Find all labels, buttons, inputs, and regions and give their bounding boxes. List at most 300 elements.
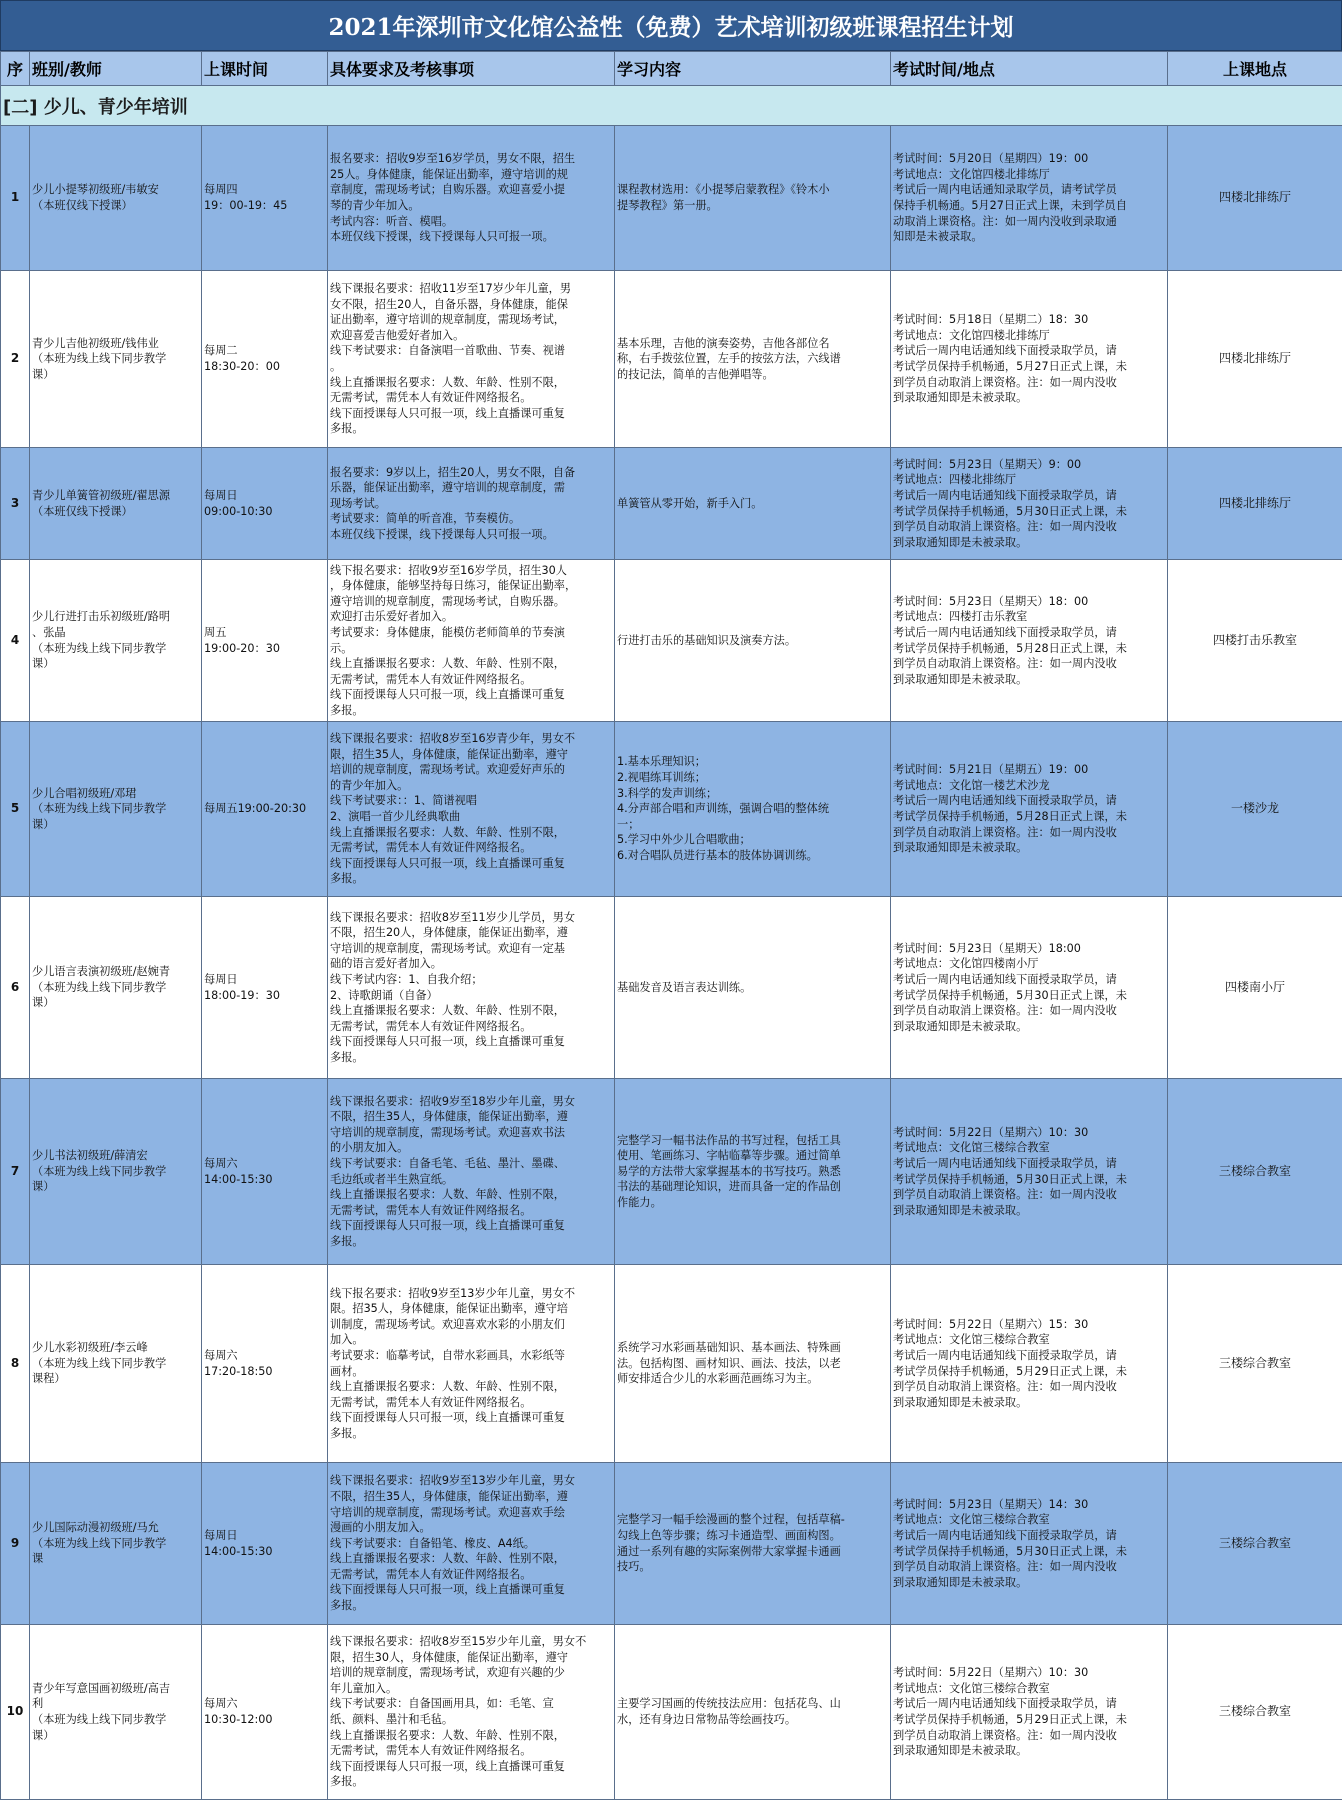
row-exam-line: 考试地点：文化馆一楼艺术沙龙 bbox=[893, 778, 1050, 792]
row-class-teacher-line: （本班为线上线下同步教学 bbox=[32, 802, 167, 816]
row-requirements-line: 不限，招生35人，身体健康，能保证出勤率，遵 bbox=[330, 1110, 568, 1124]
row-requirements-line: 纸、颜料、墨汁和毛毡。 bbox=[330, 1713, 454, 1726]
row-requirements-line: 多报。 bbox=[330, 872, 364, 886]
row-content-line: 5.学习中外少儿合唱歌曲； bbox=[617, 833, 751, 847]
row-requirements-line: 线下考试要求：自备国画用具，如：毛笔、宣 bbox=[330, 1697, 554, 1711]
row-requirements-line: 漫画的小朋友加入。 bbox=[330, 1521, 431, 1535]
row-class-teacher bbox=[30, 1079, 202, 1265]
row-class-teacher-line: 课） bbox=[32, 817, 55, 831]
row-requirements-line: 无需考试，需凭本人有效证件网络报名。 bbox=[330, 1019, 532, 1033]
row-requirements-line: 线下面授课每人只可报一项，线上直播课可重复 bbox=[330, 856, 565, 870]
row-exam-line: 保持手机畅通。5月27日正式上课，未到学员自 bbox=[893, 199, 1127, 212]
row-content-line: 勾线上色等步骤；练习卡通造型、画面构图。 bbox=[617, 1528, 841, 1542]
row-exam-line: 到录取通知即是未被录取。 bbox=[893, 672, 1028, 686]
row-time bbox=[202, 1625, 328, 1800]
row-requirements-line: 不限，招生35人，身体健康，能保证出勤率，遵 bbox=[330, 1489, 568, 1503]
row-content-line: 1.基本乐理知识； bbox=[617, 755, 706, 769]
row-exam-line: 考试时间：5月23日（星期天）9：00 bbox=[893, 457, 1082, 471]
row-seq: 7 bbox=[1, 1079, 30, 1265]
row-class-teacher-line: （本班为线上线下同步教学 bbox=[32, 1536, 167, 1550]
row-time-line: 每周日 bbox=[204, 1528, 238, 1542]
row-exam-line: 考试地点：文化馆四楼北排练厅 bbox=[893, 328, 1050, 342]
row-content-line: 基本乐理，吉他的演奏姿势，吉他各部位名 bbox=[617, 336, 830, 350]
row-place: 三楼综合教室 bbox=[1168, 1463, 1342, 1625]
row-exam-line: 考试学员保持手机畅通，5月30日正式上课，未 bbox=[893, 1172, 1127, 1186]
course-table bbox=[0, 51, 1342, 1800]
row-place: 三楼综合教室 bbox=[1168, 1079, 1342, 1265]
row-requirements-line: 多报。 bbox=[330, 1599, 364, 1613]
row-requirements-line: 25人。身体健康，能保证出勤率，遵守培训的规 bbox=[330, 167, 568, 181]
table-row bbox=[1, 448, 1342, 560]
row-requirements bbox=[328, 897, 615, 1079]
row-requirements-line: 琴的青少年加入。 bbox=[330, 199, 420, 212]
row-seq: 8 bbox=[1, 1265, 30, 1463]
row-class-teacher-line: （本班仅线下授课） bbox=[32, 199, 133, 212]
row-requirements-line: 考试要求：临摹考试，自带水彩画具，水彩纸等 bbox=[330, 1348, 565, 1362]
row-requirements-line: 多报。 bbox=[330, 1426, 364, 1440]
row-requirements-line: 培训的规章制度，需现场考试，欢迎有兴趣的少 bbox=[330, 1666, 565, 1680]
row-content bbox=[615, 271, 891, 448]
row-exam-line: 到学员自动取消上课资格。注：如一周内没收 bbox=[893, 657, 1117, 671]
row-requirements-line: 线上直播课报名要求：人数、年龄、性别不限， bbox=[330, 1188, 565, 1202]
row-requirements-line: 无需考试，需凭本人有效证件网络报名。 bbox=[330, 841, 532, 855]
row-exam-line: 到学员自动取消上课资格。注：如一周内没收 bbox=[893, 825, 1117, 839]
row-class-teacher bbox=[30, 897, 202, 1079]
row-content-line: 单簧管从零开始，新手入门。 bbox=[617, 496, 763, 510]
row-requirements-line: 线上直播课报名要求：人数、年龄、性别不限， bbox=[330, 1552, 565, 1566]
row-requirements-line: 无需考试，需凭本人有效证件网络报名。 bbox=[330, 1744, 532, 1758]
row-requirements-line: 无需考试，需凭本人有效证件网络报名。 bbox=[330, 391, 532, 405]
row-content bbox=[615, 897, 891, 1079]
header-class-teacher: 班别/教师 bbox=[30, 52, 202, 86]
row-requirements-line: 不限，招生20人，身体健康，能保证出勤率，遵 bbox=[330, 926, 568, 940]
row-class-teacher-line: 少儿书法初级班/薛清宏 bbox=[32, 1149, 148, 1163]
row-class-teacher-line: 少儿国际动漫初级班/马允 bbox=[32, 1521, 159, 1535]
row-content-line: 作能力。 bbox=[617, 1195, 662, 1209]
row-exam-line: 到录取通知即是未被录取。 bbox=[893, 1395, 1028, 1409]
row-requirements-line: 线上直播课报名要求：人数、年龄、性别不限， bbox=[330, 375, 565, 389]
row-requirements-line: 线下课报名要求：招收8岁至16岁青少年，男女不 bbox=[330, 732, 576, 746]
row-requirements-line: 线下面授课每人只可报一项，线上直播课可重复 bbox=[330, 1583, 565, 1597]
row-exam-line: 考试后一周内电话通知线下面授录取学员，请 bbox=[893, 1156, 1117, 1170]
row-class-teacher-line: 课 bbox=[32, 1552, 44, 1566]
row-seq: 2 bbox=[1, 271, 30, 448]
row-class-teacher-line: 少儿行进打击乐初级班/路明 bbox=[32, 610, 171, 624]
row-requirements-line: 线下课报名要求：招收8岁至15岁少年儿童，男女不 bbox=[330, 1635, 587, 1649]
row-class-teacher-line: （本班为线上线下同步教学 bbox=[32, 352, 167, 366]
row-time bbox=[202, 1463, 328, 1625]
row-seq: 10 bbox=[1, 1625, 30, 1800]
row-class-teacher-line: 少儿合唱初级班/邓珺 bbox=[32, 786, 137, 800]
row-class-teacher-line: 利 bbox=[32, 1697, 44, 1711]
row-content bbox=[615, 126, 891, 271]
row-exam-line: 到学员自动取消上课资格。注：如一周内没收 bbox=[893, 1380, 1117, 1394]
row-content bbox=[615, 1265, 891, 1463]
row-exam-line: 到录取通知即是未被录取。 bbox=[893, 841, 1028, 855]
row-requirements-line: 画材。 bbox=[330, 1364, 364, 1378]
row-content-line: 系统学习水彩画基础知识、基本画法、特殊画 bbox=[617, 1341, 841, 1355]
row-requirements-line: 无需考试，需凭本人有效证件网络报名。 bbox=[330, 1567, 532, 1581]
row-requirements-line: 加入。 bbox=[330, 1333, 364, 1347]
row-requirements-line: 多报。 bbox=[330, 1234, 364, 1248]
row-content bbox=[615, 722, 891, 897]
row-requirements-line: 无需考试，需凭本人有效证件网络报名。 bbox=[330, 1203, 532, 1217]
row-place: 三楼综合教室 bbox=[1168, 1265, 1342, 1463]
row-requirements-line: 线下报名要求：招收9岁至13岁少年儿童，男女不 bbox=[330, 1286, 576, 1300]
row-exam-line: 考试时间：5月22日（星期六）15：30 bbox=[893, 1317, 1089, 1331]
row-time-line: 14:00-15:30 bbox=[204, 1172, 273, 1186]
row-time-line: 18:00-19：30 bbox=[204, 988, 280, 1002]
row-exam-line: 到录取通知即是未被录取。 bbox=[893, 1019, 1028, 1033]
section-title: [二] 少儿、青少年培训 bbox=[1, 86, 1342, 126]
table-row bbox=[1, 722, 1342, 897]
row-requirements-line: 欢迎喜爱吉他爱好者加入。 bbox=[330, 328, 465, 342]
header-requirements: 具体要求及考核事项 bbox=[328, 52, 615, 86]
row-requirements-line: 多报。 bbox=[330, 1775, 364, 1789]
row-requirements-line: 本班仅线下授课，线下授课每人只可报一项。 bbox=[330, 230, 554, 244]
row-exam-line: 考试学员保持手机畅通，5月28日正式上课，未 bbox=[893, 641, 1127, 655]
row-requirements-line: 线下面授课每人只可报一项，线上直播课可重复 bbox=[330, 1759, 565, 1773]
row-content bbox=[615, 1079, 891, 1265]
table-row bbox=[1, 1265, 1342, 1463]
row-seq: 4 bbox=[1, 560, 30, 722]
row-requirements-line: 线下课报名要求：招收8岁至11岁少儿学员，男女 bbox=[330, 910, 576, 924]
row-time bbox=[202, 560, 328, 722]
row-requirements-line: 线下课报名要求：招收11岁至17岁少年儿童，男 bbox=[330, 282, 572, 296]
row-requirements-line: 欢迎打击乐爱好者加入。 bbox=[330, 610, 454, 624]
row-requirements-line: 的小朋友加入。 bbox=[330, 1141, 409, 1155]
row-exam-line: 考试地点：文化馆四楼南小厅 bbox=[893, 957, 1039, 971]
row-requirements-line: 乐器，能保证出勤率，遵守培训的规章制度，需 bbox=[330, 481, 565, 495]
row-exam-line: 考试后一周内电话通知线下面授录取学员，请 bbox=[893, 488, 1117, 502]
row-content-line: 行进打击乐的基础知识及演奏方法。 bbox=[617, 633, 797, 647]
row-requirements-line: 守培训的规章制度，需现场考试。欢迎喜欢手绘 bbox=[330, 1505, 565, 1519]
row-content-line: 课程教材选用：《小提琴启蒙教程》《铃木小 bbox=[617, 183, 830, 197]
row-exam-line: 考试学员保持手机畅通，5月27日正式上课，未 bbox=[893, 360, 1127, 373]
row-requirements-line: 线下考试要求：自备毛笔、毛毡、墨汁、墨碟、 bbox=[330, 1156, 565, 1170]
row-content-line: 易学的方法带大家掌握基本的书写技巧。熟悉 bbox=[617, 1164, 841, 1178]
row-exam-line: 考试时间：5月23日（星期天）14：30 bbox=[893, 1497, 1089, 1511]
row-seq: 9 bbox=[1, 1463, 30, 1625]
row-time-line: 每周二 bbox=[204, 344, 238, 358]
row-requirements-line: 考试要求：简单的听音准，节奏模仿。 bbox=[330, 512, 521, 526]
row-exam-line: 考试地点：四楼打击乐教室 bbox=[893, 610, 1028, 624]
row-class-teacher-line: （本班为线上线下同步教学 bbox=[32, 1164, 167, 1178]
row-place: 一楼沙龙 bbox=[1168, 722, 1342, 897]
row-exam-line: 考试时间：5月22日（星期六）10：30 bbox=[893, 1666, 1089, 1680]
row-requirements bbox=[328, 1265, 615, 1463]
row-requirements-line: 线上直播课报名要求：人数、年龄、性别不限， bbox=[330, 1004, 565, 1018]
header-exam: 考试时间/地点 bbox=[891, 52, 1168, 86]
row-exam bbox=[891, 1625, 1168, 1800]
row-time-line: 17:20-18:50 bbox=[204, 1364, 273, 1378]
row-exam bbox=[891, 448, 1168, 560]
row-time-line: 09:00-10:30 bbox=[204, 504, 273, 518]
row-class-teacher-line: 课） bbox=[32, 657, 55, 671]
row-requirements-line: 多报。 bbox=[330, 1050, 364, 1064]
row-content-line: 6.对合唱队员进行基本的肢体协调训练。 bbox=[617, 848, 818, 862]
row-content-line: 完整学习一幅书法作品的书写过程，包括工具 bbox=[617, 1133, 841, 1147]
row-requirements-line: 证出勤率，遵守培训的规章制度，需现场考试， bbox=[330, 313, 565, 327]
row-exam-line: 到录取通知即是未被录取。 bbox=[893, 1203, 1028, 1217]
row-seq: 3 bbox=[1, 448, 30, 560]
row-requirements-line: 毛边纸或者半生熟宣纸。 bbox=[330, 1172, 454, 1186]
row-requirements-line: 训制度，需现场考试。欢迎喜欢水彩的小朋友们 bbox=[330, 1317, 565, 1331]
row-class-teacher bbox=[30, 1265, 202, 1463]
row-exam-line: 考试时间：5月22日（星期六）10：30 bbox=[893, 1125, 1089, 1139]
row-exam-line: 考试后一周内电话通知线下面授录取学员，请 bbox=[893, 1348, 1117, 1362]
row-place: 三楼综合教室 bbox=[1168, 1625, 1342, 1800]
row-exam bbox=[891, 1079, 1168, 1265]
row-class-teacher-line: （本班为线上线下同步教学 bbox=[32, 1713, 167, 1726]
row-exam-line: 到录取通知即是未被录取。 bbox=[893, 391, 1028, 405]
row-class-teacher-line: 青少年写意国画初级班/高吉 bbox=[32, 1681, 171, 1695]
row-exam bbox=[891, 1265, 1168, 1463]
row-exam-line: 考试后一周内电话通知线下面授录取学员，请 bbox=[893, 972, 1117, 986]
row-time bbox=[202, 1265, 328, 1463]
row-exam-line: 考试学员保持手机畅通，5月29日正式上课，未 bbox=[893, 1364, 1127, 1378]
row-time bbox=[202, 271, 328, 448]
row-requirements-line: 线下面授课每人只可报一项，线上直播课可重复 bbox=[330, 1411, 565, 1425]
row-content-line: 书法的基础理论知识，进而具备一定的作品创 bbox=[617, 1180, 841, 1194]
row-exam-line: 到录取通知即是未被录取。 bbox=[893, 1575, 1028, 1589]
row-requirements-line: 线下课报名要求：招收9岁至18岁少年儿童，男女 bbox=[330, 1094, 576, 1108]
row-requirements-line: 多报。 bbox=[330, 422, 364, 436]
row-requirements-line: 考试要求：身体健康，能模仿老师简单的节奏演 bbox=[330, 625, 565, 639]
row-exam bbox=[891, 560, 1168, 722]
row-exam bbox=[891, 271, 1168, 448]
row-requirements-line: 2、演唱一首少儿经典歌曲 bbox=[330, 810, 461, 823]
sheet-title: 2021年深圳市文化馆公益性（免费）艺术培训初级班课程招生计划 bbox=[0, 0, 1342, 51]
row-time-line: 每周六 bbox=[204, 1697, 238, 1711]
row-time bbox=[202, 126, 328, 271]
table-row bbox=[1, 1079, 1342, 1265]
row-class-teacher bbox=[30, 1463, 202, 1625]
row-class-teacher bbox=[30, 560, 202, 722]
row-time bbox=[202, 1079, 328, 1265]
row-content-line: 称，右手拨弦位置，左手的按弦方法，六线谱 bbox=[617, 352, 841, 366]
row-seq: 6 bbox=[1, 897, 30, 1079]
row-requirements-line: 线上直播课报名要求：人数、年龄、性别不限， bbox=[330, 825, 565, 839]
row-exam-line: 考试地点：文化馆四楼北排练厅 bbox=[893, 167, 1050, 181]
row-class-teacher-line: 课程） bbox=[32, 1372, 66, 1386]
row-exam-line: 考试时间：5月21日（星期五）19：00 bbox=[893, 763, 1089, 777]
row-place: 四楼北排练厅 bbox=[1168, 271, 1342, 448]
row-class-teacher-line: 少儿水彩初级班/李云峰 bbox=[32, 1341, 148, 1355]
row-class-teacher bbox=[30, 271, 202, 448]
row-requirements-line: 年儿童加入。 bbox=[330, 1681, 398, 1695]
row-requirements-line: 培训的规章制度，需现场考试。欢迎爱好声乐的 bbox=[330, 763, 565, 777]
row-requirements bbox=[328, 126, 615, 271]
row-place: 四楼南小厅 bbox=[1168, 897, 1342, 1079]
row-time bbox=[202, 897, 328, 1079]
row-requirements bbox=[328, 271, 615, 448]
row-class-teacher-line: （本班为线上线下同步教学 bbox=[32, 1356, 167, 1370]
row-time-line: 每周日 bbox=[204, 488, 238, 502]
table-body bbox=[1, 126, 1342, 1800]
row-content-line: 2.视唱练耳训练； bbox=[617, 771, 706, 785]
row-exam-line: 考试时间：5月23日（星期天）18：00 bbox=[893, 594, 1089, 608]
row-content-line: 师安排适合少儿的水彩画范画练习为主。 bbox=[617, 1372, 819, 1386]
row-seq: 1 bbox=[1, 126, 30, 271]
row-content-line: 通过一系列有趣的实际案例带大家掌握卡通画 bbox=[617, 1544, 841, 1558]
row-class-teacher-line: （本班仅线下授课） bbox=[32, 504, 133, 518]
row-requirements bbox=[328, 722, 615, 897]
row-requirements-line: 线下面授课每人只可报一项，线上直播课可重复 bbox=[330, 688, 565, 702]
row-exam-line: 知即是未被录取。 bbox=[893, 230, 983, 244]
row-class-teacher bbox=[30, 1625, 202, 1800]
row-exam-line: 考试学员保持手机畅通，5月30日正式上课，未 bbox=[893, 988, 1127, 1002]
row-exam bbox=[891, 1463, 1168, 1625]
row-exam-line: 到学员自动取消上课资格。注：如一周内没收 bbox=[893, 1560, 1117, 1574]
row-requirements-line: 础的语言爱好者加入。 bbox=[330, 957, 442, 971]
row-requirements-line: 多报。 bbox=[330, 703, 364, 717]
row-requirements-line: 现场考试。 bbox=[330, 496, 386, 510]
row-requirements-line: 章制度，需现场考试；自购乐器。欢迎喜爱小提 bbox=[330, 183, 565, 197]
row-requirements bbox=[328, 1079, 615, 1265]
row-exam-line: 考试地点：文化馆三楼综合教室 bbox=[893, 1141, 1050, 1155]
row-exam-line: 到学员自动取消上课资格。注：如一周内没收 bbox=[893, 1004, 1117, 1018]
row-requirements-line: 。 bbox=[330, 360, 342, 373]
row-requirements-line: 线上直播课报名要求：人数、年龄、性别不限， bbox=[330, 657, 565, 671]
row-exam-line: 到学员自动取消上课资格。注：如一周内没收 bbox=[893, 375, 1117, 389]
row-exam-line: 动取消上课资格。注：如一周内没收到录取通 bbox=[893, 214, 1117, 228]
row-requirements bbox=[328, 1625, 615, 1800]
row-requirements-line: 考试内容：听音、模唱。 bbox=[330, 214, 454, 228]
row-requirements-line: 线下考试要求：自备演唱一首歌曲、节奏、视谱 bbox=[330, 344, 565, 358]
row-time bbox=[202, 722, 328, 897]
row-requirements-line: 的青少年加入。 bbox=[330, 778, 409, 792]
row-requirements-line: 示。 bbox=[330, 641, 353, 655]
header-time: 上课时间 bbox=[202, 52, 328, 86]
row-time-line: 10:30-12:00 bbox=[204, 1713, 273, 1726]
row-content-line: 使用、笔画练习、字帖临摹等步骤。通过简单 bbox=[617, 1149, 841, 1163]
row-exam-line: 考试后一周内电话通知线下面授录取学员，请 bbox=[893, 625, 1117, 639]
row-time-line: 每周六 bbox=[204, 1156, 238, 1170]
row-time-line: 每周四 bbox=[204, 183, 238, 197]
row-exam-line: 考试学员保持手机畅通，5月28日正式上课，未 bbox=[893, 810, 1127, 823]
row-exam-line: 考试后一周内电话通知线下面授录取学员，请 bbox=[893, 1697, 1117, 1711]
row-class-teacher-line: 少儿语言表演初级班/赵婉青 bbox=[32, 965, 171, 979]
header-row bbox=[1, 52, 1342, 86]
row-class-teacher-line: 青少儿单簧管初级班/翟思源 bbox=[32, 488, 171, 502]
row-seq: 5 bbox=[1, 722, 30, 897]
header-place: 上课地点 bbox=[1168, 52, 1342, 86]
row-content-line: 主要学习国画的传统技法应用：包括花鸟、山 bbox=[617, 1697, 841, 1711]
row-content-line: 4.分声部合唱和声训练，强调合唱的整体统 bbox=[617, 802, 830, 816]
row-content-line: 法。包括构图、画材知识、画法、技法，以老 bbox=[617, 1356, 841, 1370]
header-content: 学习内容 bbox=[615, 52, 891, 86]
row-exam-line: 到录取通知即是未被录取。 bbox=[893, 1744, 1028, 1758]
table-row bbox=[1, 1625, 1342, 1800]
row-content-line: 技巧。 bbox=[617, 1560, 651, 1574]
row-class-teacher-line: 课） bbox=[32, 367, 55, 381]
row-time-line: 每周六 bbox=[204, 1348, 238, 1362]
row-content-line: 一； bbox=[617, 817, 640, 831]
row-exam-line: 到学员自动取消上课资格。注：如一周内没收 bbox=[893, 520, 1117, 534]
row-class-teacher bbox=[30, 722, 202, 897]
row-time-line: 19：00-19：45 bbox=[204, 199, 288, 212]
row-content bbox=[615, 448, 891, 560]
row-requirements-line: 线下面授课每人只可报一项，线上直播课可重复 bbox=[330, 1035, 565, 1049]
row-requirements-line: 守培训的规章制度，需现场考试。欢迎喜欢书法 bbox=[330, 1125, 565, 1139]
row-requirements-line: 线下考试要求：：1、简谱视唱 bbox=[330, 794, 477, 808]
row-exam-line: 考试学员保持手机畅通，5月29日正式上课，未 bbox=[893, 1713, 1127, 1726]
row-requirements-line: ，身体健康，能够坚持每日练习，能保证出勤率， bbox=[330, 579, 577, 593]
table-row bbox=[1, 560, 1342, 722]
row-exam bbox=[891, 722, 1168, 897]
row-content-line: 基础发音及语言表达训练。 bbox=[617, 980, 752, 994]
row-class-teacher-line: 少儿小提琴初级班/韦敏安 bbox=[32, 183, 159, 197]
row-content-line: 完整学习一幅手绘漫画的整个过程，包括草稿- bbox=[617, 1513, 845, 1527]
row-requirements bbox=[328, 1463, 615, 1625]
row-class-teacher-line: 课） bbox=[32, 1728, 55, 1742]
row-requirements-line: 限，招生35人，身体健康，能保证出勤率，遵守 bbox=[330, 747, 568, 761]
row-requirements-line: 线上直播课报名要求：人数、年龄、性别不限， bbox=[330, 1728, 565, 1742]
row-requirements-line: 线下考试内容：1、自我介绍； bbox=[330, 972, 483, 986]
row-time-line: 每周日 bbox=[204, 972, 238, 986]
row-class-teacher-line: 课） bbox=[32, 996, 55, 1010]
table-row bbox=[1, 897, 1342, 1079]
row-place: 四楼打击乐教室 bbox=[1168, 560, 1342, 722]
row-exam-line: 到学员自动取消上课资格。注：如一周内没收 bbox=[893, 1188, 1117, 1202]
row-content-line: 水，还有身边日常物品等绘画技巧。 bbox=[617, 1713, 797, 1726]
row-exam-line: 考试学员保持手机畅通，5月30日正式上课，未 bbox=[893, 1544, 1127, 1558]
row-exam-line: 考试后一周内电话通知录取学员，请考试学员 bbox=[893, 183, 1117, 197]
row-requirements-line: 报名要求：招收9岁至16岁学员，男女不限，招生 bbox=[330, 152, 576, 166]
row-time-line: 14:00-15:30 bbox=[204, 1544, 273, 1558]
row-exam-line: 考试时间：5月18日（星期二）18：30 bbox=[893, 313, 1089, 327]
row-exam-line: 考试后一周内电话通知线下面授录取学员，请 bbox=[893, 794, 1117, 808]
row-requirements-line: 2、诗歌朗诵（自备） bbox=[330, 988, 438, 1002]
row-exam bbox=[891, 126, 1168, 271]
row-time-line: 每周五19:00-20:30 bbox=[204, 802, 307, 816]
header-seq: 序 bbox=[1, 52, 30, 86]
row-class-teacher bbox=[30, 126, 202, 271]
row-time-line: 18:30-20：00 bbox=[204, 360, 280, 373]
row-class-teacher-line: 课） bbox=[32, 1180, 55, 1194]
row-requirements-line: 线下面授课每人只可报一项，线上直播课可重复 bbox=[330, 406, 565, 420]
row-requirements-line: 无需考试，需凭本人有效证件网络报名。 bbox=[330, 1395, 532, 1409]
row-requirements-line: 线下面授课每人只可报一项，线上直播课可重复 bbox=[330, 1219, 565, 1233]
row-requirements-line: 限，招生30人，身体健康，能保证出勤率，遵守 bbox=[330, 1650, 568, 1664]
row-requirements-line: 线下报名要求：招收9岁至16岁学员，招生30人 bbox=[330, 563, 567, 577]
row-class-teacher-line: 青少儿吉他初级班/钱伟业 bbox=[32, 336, 159, 350]
row-class-teacher-line: （本班为线上线下同步教学 bbox=[32, 980, 167, 994]
row-content bbox=[615, 1625, 891, 1800]
row-exam-line: 考试后一周内电话通知线下面授录取学员，请 bbox=[893, 1528, 1117, 1542]
row-time-line: 周五 bbox=[204, 625, 227, 639]
row-time bbox=[202, 448, 328, 560]
row-exam-line: 考试地点：四楼北排练厅 bbox=[893, 473, 1017, 487]
row-exam bbox=[891, 897, 1168, 1079]
section-row bbox=[1, 86, 1342, 126]
row-place: 四楼北排练厅 bbox=[1168, 126, 1342, 271]
row-exam-line: 考试时间：5月20日（星期四）19：00 bbox=[893, 152, 1089, 166]
row-exam-line: 考试后一周内电话通知线下面授录取学员，请 bbox=[893, 344, 1117, 358]
row-exam-line: 考试学员保持手机畅通，5月30日正式上课，未 bbox=[893, 504, 1127, 518]
row-requirements-line: 遵守培训的规章制度，需现场考试，自购乐器。 bbox=[330, 594, 565, 608]
row-place: 四楼北排练厅 bbox=[1168, 448, 1342, 560]
row-exam-line: 考试时间：5月23日（星期天）18:00 bbox=[893, 941, 1081, 955]
row-content-line: 的技记法，简单的吉他弹唱等。 bbox=[617, 367, 774, 381]
row-class-teacher bbox=[30, 448, 202, 560]
row-content bbox=[615, 560, 891, 722]
row-time-line: 19:00-20：30 bbox=[204, 641, 280, 655]
row-requirements-line: 无需考试，需凭本人有效证件网络报名。 bbox=[330, 672, 532, 686]
row-content-line: 3.科学的发声训练； bbox=[617, 786, 718, 800]
row-class-teacher-line: 、张晶 bbox=[32, 625, 66, 639]
